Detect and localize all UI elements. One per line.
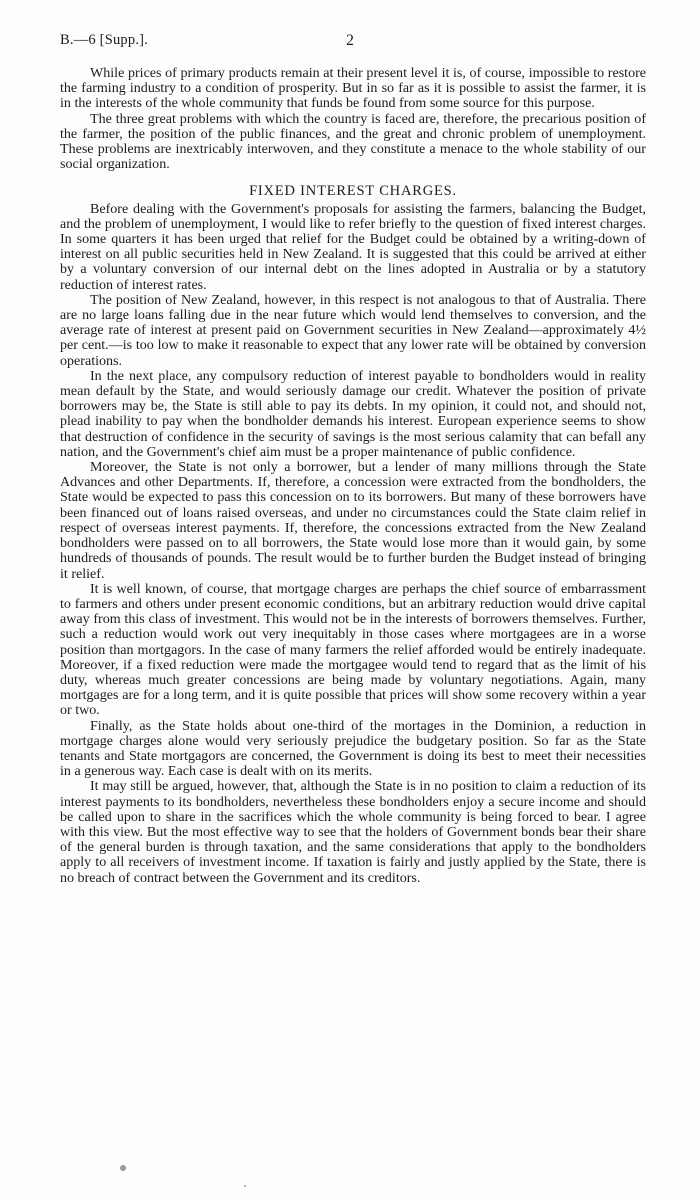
section-heading: FIXED INTEREST CHARGES. (249, 183, 457, 200)
paragraph: Moreover, the State is not only a borrower, but a lender of many millions through the State Advances and other Departments. If, therefore, a concession were extracted from the bondholders, the State would be expected to pass this concession on to its borrowers. But many of these borrowers have been financed out of loans raised overseas, and under no circumstances could the State claim relief in respect of overseas interest payments. If, therefore, the concessions extracted from the New Zealand bondholders were passed on to all borrowers, the State would lose more than it would gain, by some hundreds of thousands of pounds. The result would be to further burden the Budget instead of bringing it relief. (60, 459, 646, 582)
document-reference: B.—6 [Supp.]. (60, 32, 148, 48)
paragraph: Before dealing with the Government's proposals for assisting the farmers, balancing the Budget, and the problem of unemployment, I would like to refer briefly to the question of fixed interest charges. In some quarters it has been urged that relief for the Budget could be obtained by a writing-down of interest on all public securities held in New Zealand. It is suggested that this could be arrived at either by a voluntary conversion of our internal debt on the lines adopted in Australia or by a statutory reduction of interest rates. (60, 200, 646, 293)
paragraph: It is well known, of course, that mortgage charges are perhaps the chief source of embarrassment to farmers and others under present economic conditions, but an arbitrary reduction would drive capital away from this class of investment. This would not be in the interests of borrowers themselves. Further, such a reduction would work out very inequitably in those cases where mortgagees are in a worse position than mortgagors. In the case of many farmers the relief afforded would be entirely inadequate. Moreover, if a fixed reduction were made the mortgagee would tend to regard that as the limit of his duty, whereas much greater concessions are being made by voluntary negotiations. Again, many mortgages are for a long term, and it is quite possible that prices will show some recovery within a year or two. (60, 580, 646, 719)
paragraph: The position of New Zealand, however, in this respect is not analogous to that of Australia. There are no large loans falling due in the near future which would lend themselves to conversion, and the average rate of interest at present paid on Government securities in New Zealand—approximately 4½ per cent.—is too low to make it reasonable to expect that any lower rate will be obtained by conversion operations. (60, 291, 646, 369)
paragraph: In the next place, any compulsory reduction of interest payable to bondholders would in reality mean default by the State, and would seriously damage our credit. Whatever the position of private borrowers may be, the State is still able to pay its debts. In my opinion, it could not, and should not, plead inability to pay when the bondholder demands his interest. European experience seems to show that destruction of confidence in the security of savings is the most serious calamity that can befall any nation, and the Government's chief aim must be a proper maintenance of public confidence. (60, 367, 646, 460)
scan-speck (244, 1185, 246, 1187)
paragraph: The three great problems with which the country is faced are, therefore, the precarious position of the farmer, the position of the public finances, and the great and chronic problem of unemployment. These problems are inextricably interwoven, and they constitute a menace to the whole stability of our social organization. (60, 110, 646, 173)
page-header (60, 32, 646, 62)
paragraph: It may still be argued, however, that, although the State is in no position to claim a reduction of its interest payments to its bondholders, nevertheless these bondholders enjoy a secure income and should be called upon to share in the sacrifices which the whole community is being forced to bear. I agree with this view. But the most effective way to see that the holders of Government bonds bear their share of the general burden is through taxation, and the same considerations that apply to the bondholders apply to all receivers of investment income. If taxation is fairly and justly applied by the State, there is no breach of contract between the Government and its creditors. (60, 778, 646, 886)
document-body (60, 66, 646, 886)
paragraph: Finally, as the State holds about one-third of the mortages in the Dominion, a reduction in mortgage charges alone would very seriously prejudice the budgetary position. So far as the State tenants and State mortgagors are concerned, the Government is doing its best to meet their necessities in a generous way. Each case is dealt with on its merits. (60, 717, 646, 780)
paragraph: While prices of primary products remain at their present level it is, of course, impossible to restore the farming industry to a condition of prosperity. But in so far as it is possible to assist the farmer, it is in the interests of the whole community that funds be found from some source for this purpose. (60, 65, 646, 112)
page-number: 2 (346, 32, 354, 49)
document-page (60, 0, 646, 886)
ink-mark (120, 1165, 126, 1171)
